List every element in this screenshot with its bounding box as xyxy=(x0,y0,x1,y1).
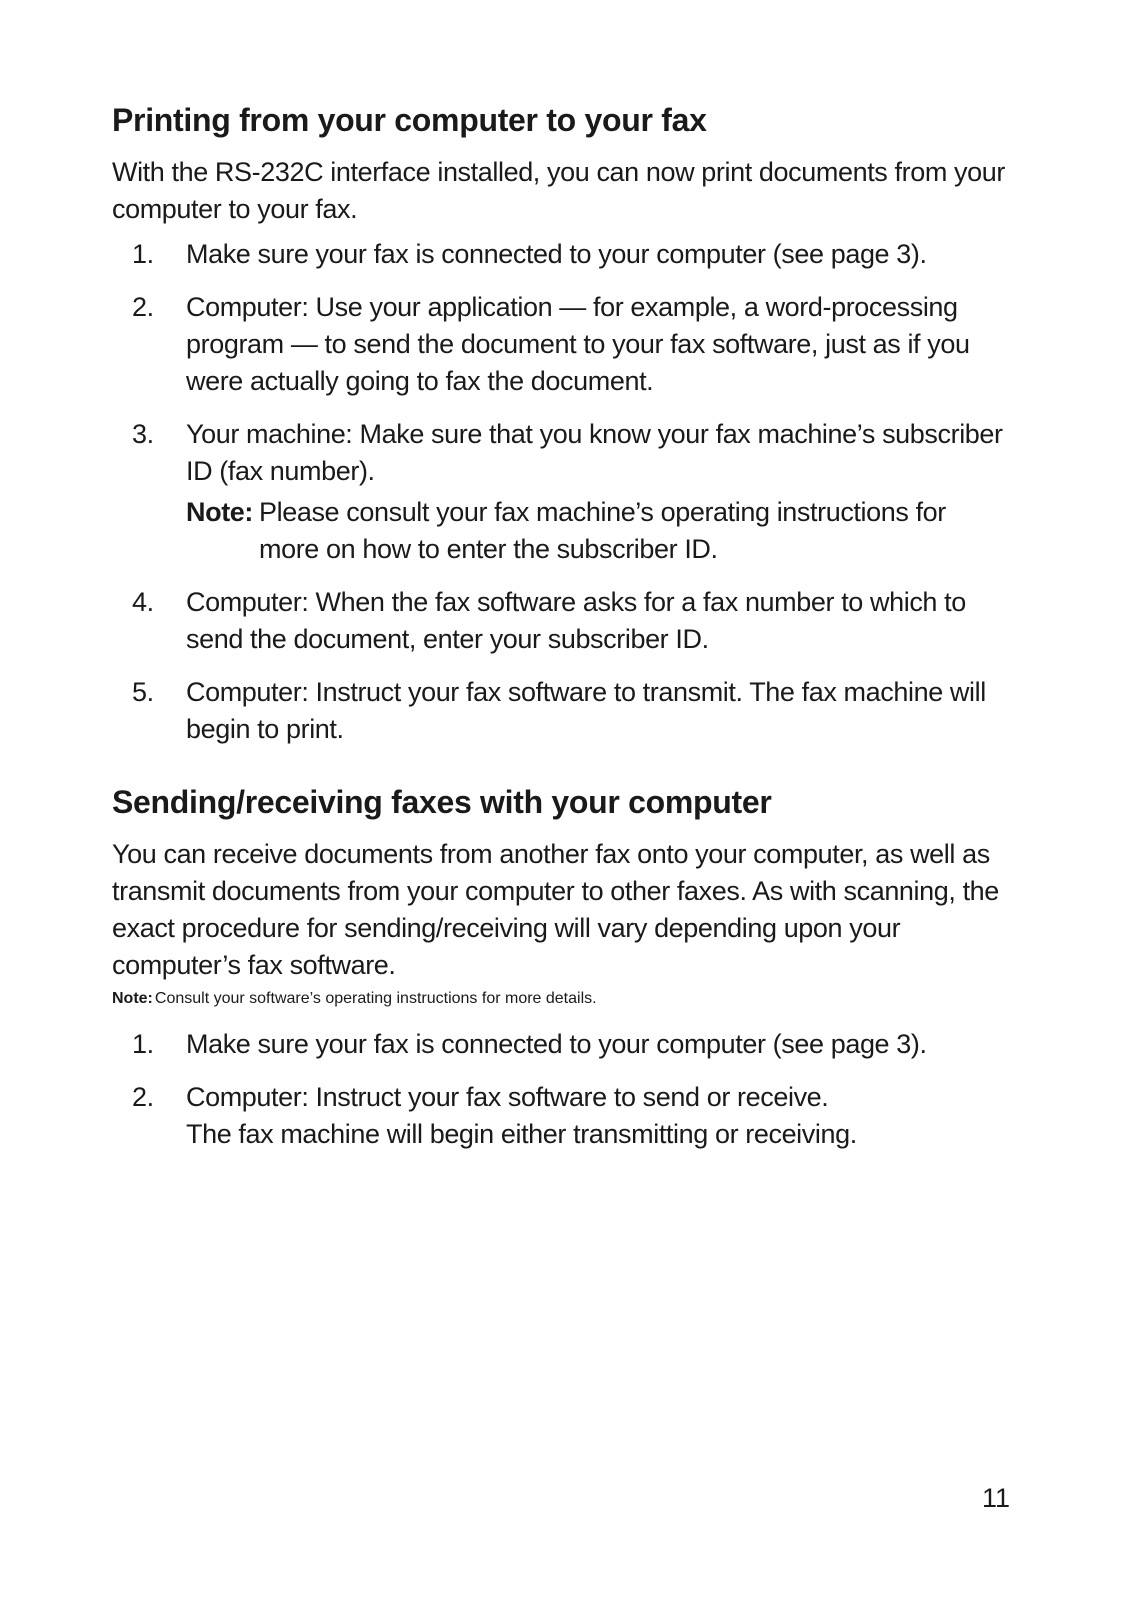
list-item xyxy=(112,674,1012,748)
section-heading-sending: Sending/receiving faxes with your computer xyxy=(112,784,772,820)
step-text: Computer: Use your application — for example, a word-processing program — to send the document to your fax software, just as if you were actually going to fax the document. xyxy=(186,292,970,396)
step-note xyxy=(186,494,1012,568)
note-label: Note: xyxy=(186,497,253,527)
step-number: 2. xyxy=(132,1082,154,1112)
step-text: Computer: Instruct your fax software to send or receive. xyxy=(186,1082,829,1112)
note-text: Consult your software’s operating instructions for more details. xyxy=(154,990,597,1007)
steps-list-sending xyxy=(112,1026,1012,1153)
step-text: Computer: When the fax software asks for a fax number to which to send the document, enter your subscriber ID. xyxy=(186,587,966,654)
list-item xyxy=(112,1079,1012,1153)
step-number: 1. xyxy=(132,239,154,269)
step-number: 1. xyxy=(132,1029,154,1059)
step-text: Computer: Instruct your fax software to transmit. The fax machine will begin to print. xyxy=(186,677,986,744)
step-number: 2. xyxy=(132,292,154,322)
step-number: 4. xyxy=(132,587,154,617)
list-item xyxy=(112,584,1012,658)
step-text: Make sure your fax is connected to your computer (see page 3). xyxy=(186,1029,927,1059)
step-text: Your machine: Make sure that you know your fax machine’s subscriber ID (fax number). xyxy=(186,419,1003,486)
note-text: Please consult your fax machine’s operating instructions for more on how to enter the subscriber ID. xyxy=(259,497,946,564)
step-body xyxy=(186,416,1012,568)
page-number: 11 xyxy=(981,1483,1010,1513)
step-text-continued: The fax machine will begin either transmitting or receiving. xyxy=(186,1119,857,1149)
list-item xyxy=(112,289,1012,400)
section-note xyxy=(112,990,1012,1008)
section-heading-printing: Printing from your computer to your fax xyxy=(112,102,707,138)
document-page xyxy=(112,100,1012,1169)
steps-list-printing xyxy=(112,236,1012,748)
note-label: Note: xyxy=(112,990,153,1007)
step-body xyxy=(186,1079,1012,1153)
section-intro-printing: With the RS-232C interface installed, you can now print documents from your computer to your fax. xyxy=(112,157,1005,224)
step-number: 3. xyxy=(132,419,154,449)
list-item xyxy=(112,1026,1012,1063)
section-intro-sending: You can receive documents from another fax onto your computer, as well as transmit documents from your computer to other faxes. As with scanning, the exact procedure for sending/receiving will vary depending upon your computer’s fax software. xyxy=(112,839,999,980)
step-text: Make sure your fax is connected to your computer (see page 3). xyxy=(186,239,927,269)
step-number: 5. xyxy=(132,677,154,707)
list-item xyxy=(112,416,1012,568)
list-item xyxy=(112,236,1012,273)
